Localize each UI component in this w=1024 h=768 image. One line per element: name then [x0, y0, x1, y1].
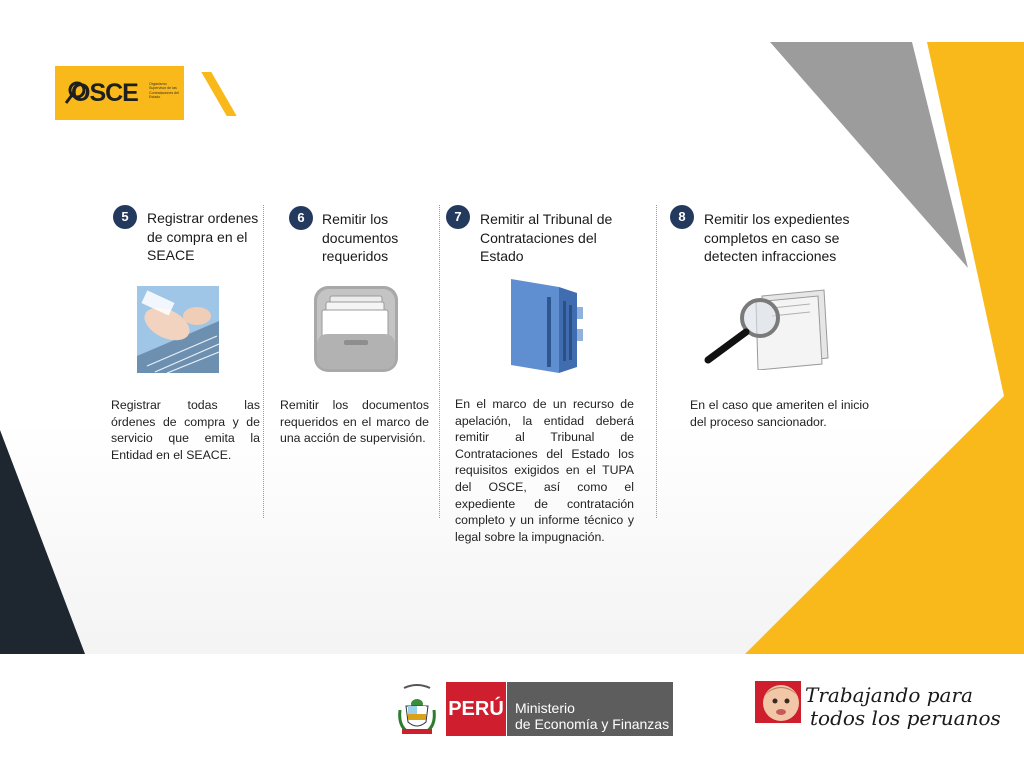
step-title-line: de compra en el	[147, 228, 248, 245]
step-description: Registrar todas las órdenes de compra y de servicio que emita la Entidad en el SEACE.	[111, 398, 260, 462]
column-divider	[439, 205, 440, 518]
step-description: En el marco de un recurso de apelación, la entidad deberá remitir al Tribunal de Contrataciones del Estado los requisitos exigidos en el TUPA del OSCE, así como el expediente de contratación completo y un informe técnico y legal sobre la impugnación.	[455, 397, 634, 544]
slogan-line1: Trabajando para	[805, 683, 973, 707]
step-title-line: completos en caso se	[704, 229, 840, 246]
step-title	[480, 210, 630, 266]
step-title-line: Remitir al Tribunal de	[480, 211, 613, 227]
step-title-line: Contrataciones del	[480, 229, 597, 246]
ministry-line1: Ministerio	[515, 700, 575, 716]
step-description: Remitir los documentos requeridos en el marco de una acción de supervisión.	[280, 398, 429, 446]
baby-photo-icon	[755, 681, 801, 723]
document-folder-icon	[312, 284, 400, 374]
step-title-line: SEACE	[147, 247, 195, 263]
logo-subtext: Organismo Supervisor de las Contrataciones del Estado	[149, 82, 179, 100]
magnifier-folder-icon	[702, 288, 832, 370]
step-number-badge: 8	[670, 205, 694, 229]
step-number-badge: 5	[113, 205, 137, 229]
step-number-badge: 6	[289, 206, 313, 230]
step-title-line: Remitir los	[322, 211, 389, 227]
osce-logo	[55, 66, 184, 120]
step-title-line: requeridos	[322, 248, 389, 264]
step-title	[322, 210, 432, 266]
step-title	[147, 209, 262, 265]
logo-text: OSCE	[71, 79, 138, 107]
column-divider	[263, 205, 264, 518]
step-title-line: detecten infracciones	[704, 248, 837, 264]
peru-label: PERÚ	[446, 682, 506, 736]
ministry-line2: de Economía y Finanzas	[515, 716, 670, 732]
step-title-line: Estado	[480, 248, 524, 264]
step-title	[704, 210, 864, 266]
step-title-line: documentos	[322, 229, 399, 246]
keyboard-typing-icon	[137, 286, 219, 373]
step-title-line: Remitir los expedientes	[704, 211, 850, 227]
peru-coat-of-arms-icon	[396, 684, 438, 738]
ministry-box	[507, 682, 673, 736]
column-divider	[656, 205, 657, 518]
blue-file-folder-icon	[507, 277, 587, 375]
slogan-line2: todos los peruanos	[810, 706, 1001, 730]
step-title-line: Registrar ordenes	[147, 210, 259, 226]
step-number-badge: 7	[446, 205, 470, 229]
step-description: En el caso que ameriten el inicio del proceso sancionador.	[690, 398, 869, 429]
dark-corner-shape	[0, 430, 85, 654]
